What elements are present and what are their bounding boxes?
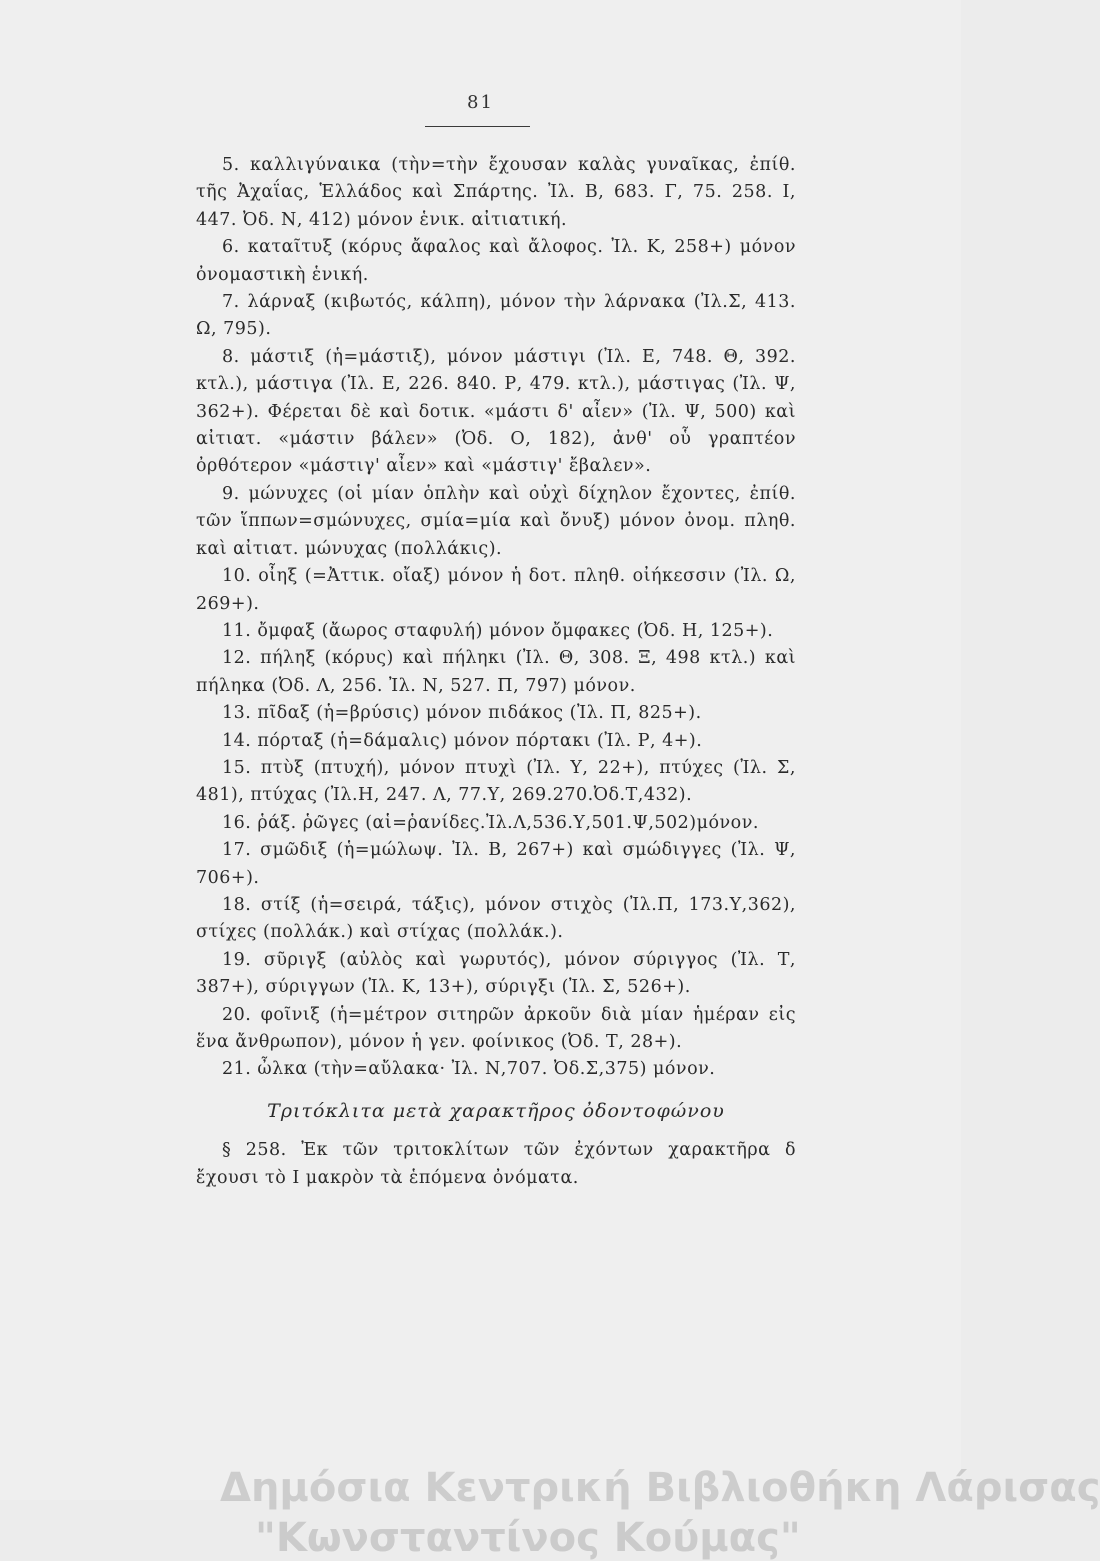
section-heading: Τριτόκλιτα μετὰ χαρακτῆρος ὀδοντοφώνου bbox=[267, 1099, 725, 1122]
entry-7: 7. λάρναξ (κιβωτός, κάλπη), μόνον τὴν λάρνακα (Ἰλ.Σ, 413. Ω, 795). bbox=[196, 292, 796, 340]
section-paragraph: § 258. Ἐκ τῶν τριτοκλίτων τῶν ἐχόντων χαρακτῆρα δ ἔχουσι τὸ Ι μακρὸν τὰ ἑπόμενα ὀνόματα. bbox=[196, 1140, 796, 1188]
entry-5: 5. καλλιγύναικα (τὴν=τὴν ἔχουσαν καλὰς γυναῖκας, ἐπίθ. τῆς Ἀχαΐας, Ἑλλάδος καὶ Σπάρτης. Ἰλ. Β, 683. Γ, 75. 258. Ι, 447. Ὀδ. Ν, 412) μόνον ἑνικ. αἰτιατική. bbox=[196, 155, 796, 230]
entry-9: 9. μώνυχες (οἱ μίαν ὁπλὴν καὶ οὐχὶ δίχηλον ἔχοντες, ἐπίθ. τῶν ἵππων=σμώνυχες, σμία=μία καὶ ὄνυξ) μόνον ὀνομ. πληθ. καὶ αἰτιατ. μώνυχας (πολλάκις). bbox=[196, 483, 796, 559]
entry-11: 11. ὄμφαξ (ἄωρος σταφυλή) μόνον ὄμφακες (Ὀδ. Η, 125+). bbox=[222, 620, 774, 641]
library-watermark-line2: "Κωνσταντίνος Κούμας" bbox=[255, 1515, 801, 1561]
header-rule bbox=[425, 126, 530, 127]
entry-15: 15. πτὺξ (πτυχή), μόνον πτυχὶ (Ἰλ. Υ, 22+), πτύχες (Ἰλ. Σ, 481), πτύχας (Ἰλ.Η, 247. Λ, 77.Υ, 269.270.Ὀδ.Τ,432). bbox=[196, 757, 796, 806]
entry-17: 17. σμῶδιξ (ἡ=μώλωψ. Ἰλ. Β, 267+) καὶ σμώδιγγες (Ἰλ. Ψ, 706+). bbox=[196, 840, 796, 888]
page-body bbox=[196, 152, 796, 1192]
entry-19: 19. σῦριγξ (αὐλὸς καὶ γωρυτός), μόνον σύριγγος (Ἰλ. Τ, 387+), σύριγγων (Ἰλ. Κ, 13+), σύριγξι (Ἰλ. Σ, 526+). bbox=[196, 949, 796, 998]
entry-8: 8. μάστιξ (ἡ=μάστιξ), μόνον μάστιγι (Ἰλ. Ε, 748. Θ, 392. κτλ.), μάστιγα (Ἰλ. Ε, 226. 840. Ρ, 479. κτλ.), μάστιγας (Ἰλ. Ψ, 362+). Φέρεται δὲ καὶ δοτικ. «μάστι δ' αἶεν» (Ἰλ. Ψ, 500) καὶ αἰτιατ. «μάστιν βάλεν» (Ὀδ. Ο, 182), ἀνθ' οὗ γραπτέον ὀρθότερον «μάστιγ' αἶεν» καὶ «μάστιγ' ἔβαλεν». bbox=[196, 346, 796, 477]
entry-13: 13. πῖδαξ (ἡ=βρύσις) μόνον πιδάκος (Ἰλ. Π, 825+). bbox=[222, 703, 702, 724]
entry-10: 10. οἶηξ (=Ἀττικ. οἴαξ) μόνον ἡ δοτ. πληθ. οἰήκεσσιν (Ἰλ. Ω, 269+). bbox=[196, 566, 796, 614]
entry-21: 21. ὦλκα (τὴν=αὔλακα· Ἰλ. Ν,707. Ὀδ.Σ,375) μόνον. bbox=[222, 1059, 716, 1080]
entry-12: 12. πήληξ (κόρυς) καὶ πήληκι (Ἰλ. Θ, 308. Ξ, 498 κτλ.) καὶ πήληκα (Ὀδ. Λ, 256. Ἰλ. Ν, 527. Π, 797) μόνον. bbox=[196, 648, 796, 696]
entry-6: 6. καταῖτυξ (κόρυς ἄφαλος καὶ ἄλοφος. Ἰλ. Κ, 258+) μόνον ὀνομαστικὴ ἑνική. bbox=[196, 237, 796, 285]
entry-16: 16. ῥάξ. ῥῶγες (αἱ=ῥανίδες.Ἰλ.Λ,536.Υ,501.Ψ,502)μόνον. bbox=[222, 812, 759, 833]
entry-18: 18. στίξ (ἡ=σειρά, τάξις), μόνον στιχὸς (Ἰλ.Π, 173.Υ,362), στίχες (πολλάκ.) καὶ στίχας (πολλάκ.). bbox=[196, 894, 796, 943]
entry-20: 20. φοῖνιξ (ἡ=μέτρον σιτηρῶν ἀρκοῦν διὰ μίαν ἡμέραν εἰς ἕνα ἄνθρωπον), μόνον ἡ γεν. φοίνικος (Ὀδ. Τ, 28+). bbox=[196, 1004, 796, 1052]
page-number: 81 bbox=[467, 92, 494, 113]
library-watermark-line1: Δημόσια Κεντρική Βιβλιοθήκη Λάρισας bbox=[220, 1465, 1100, 1511]
entry-14: 14. πόρταξ (ἡ=δάμαλις) μόνον πόρτακι (Ἰλ. Ρ, 4+). bbox=[222, 730, 703, 751]
